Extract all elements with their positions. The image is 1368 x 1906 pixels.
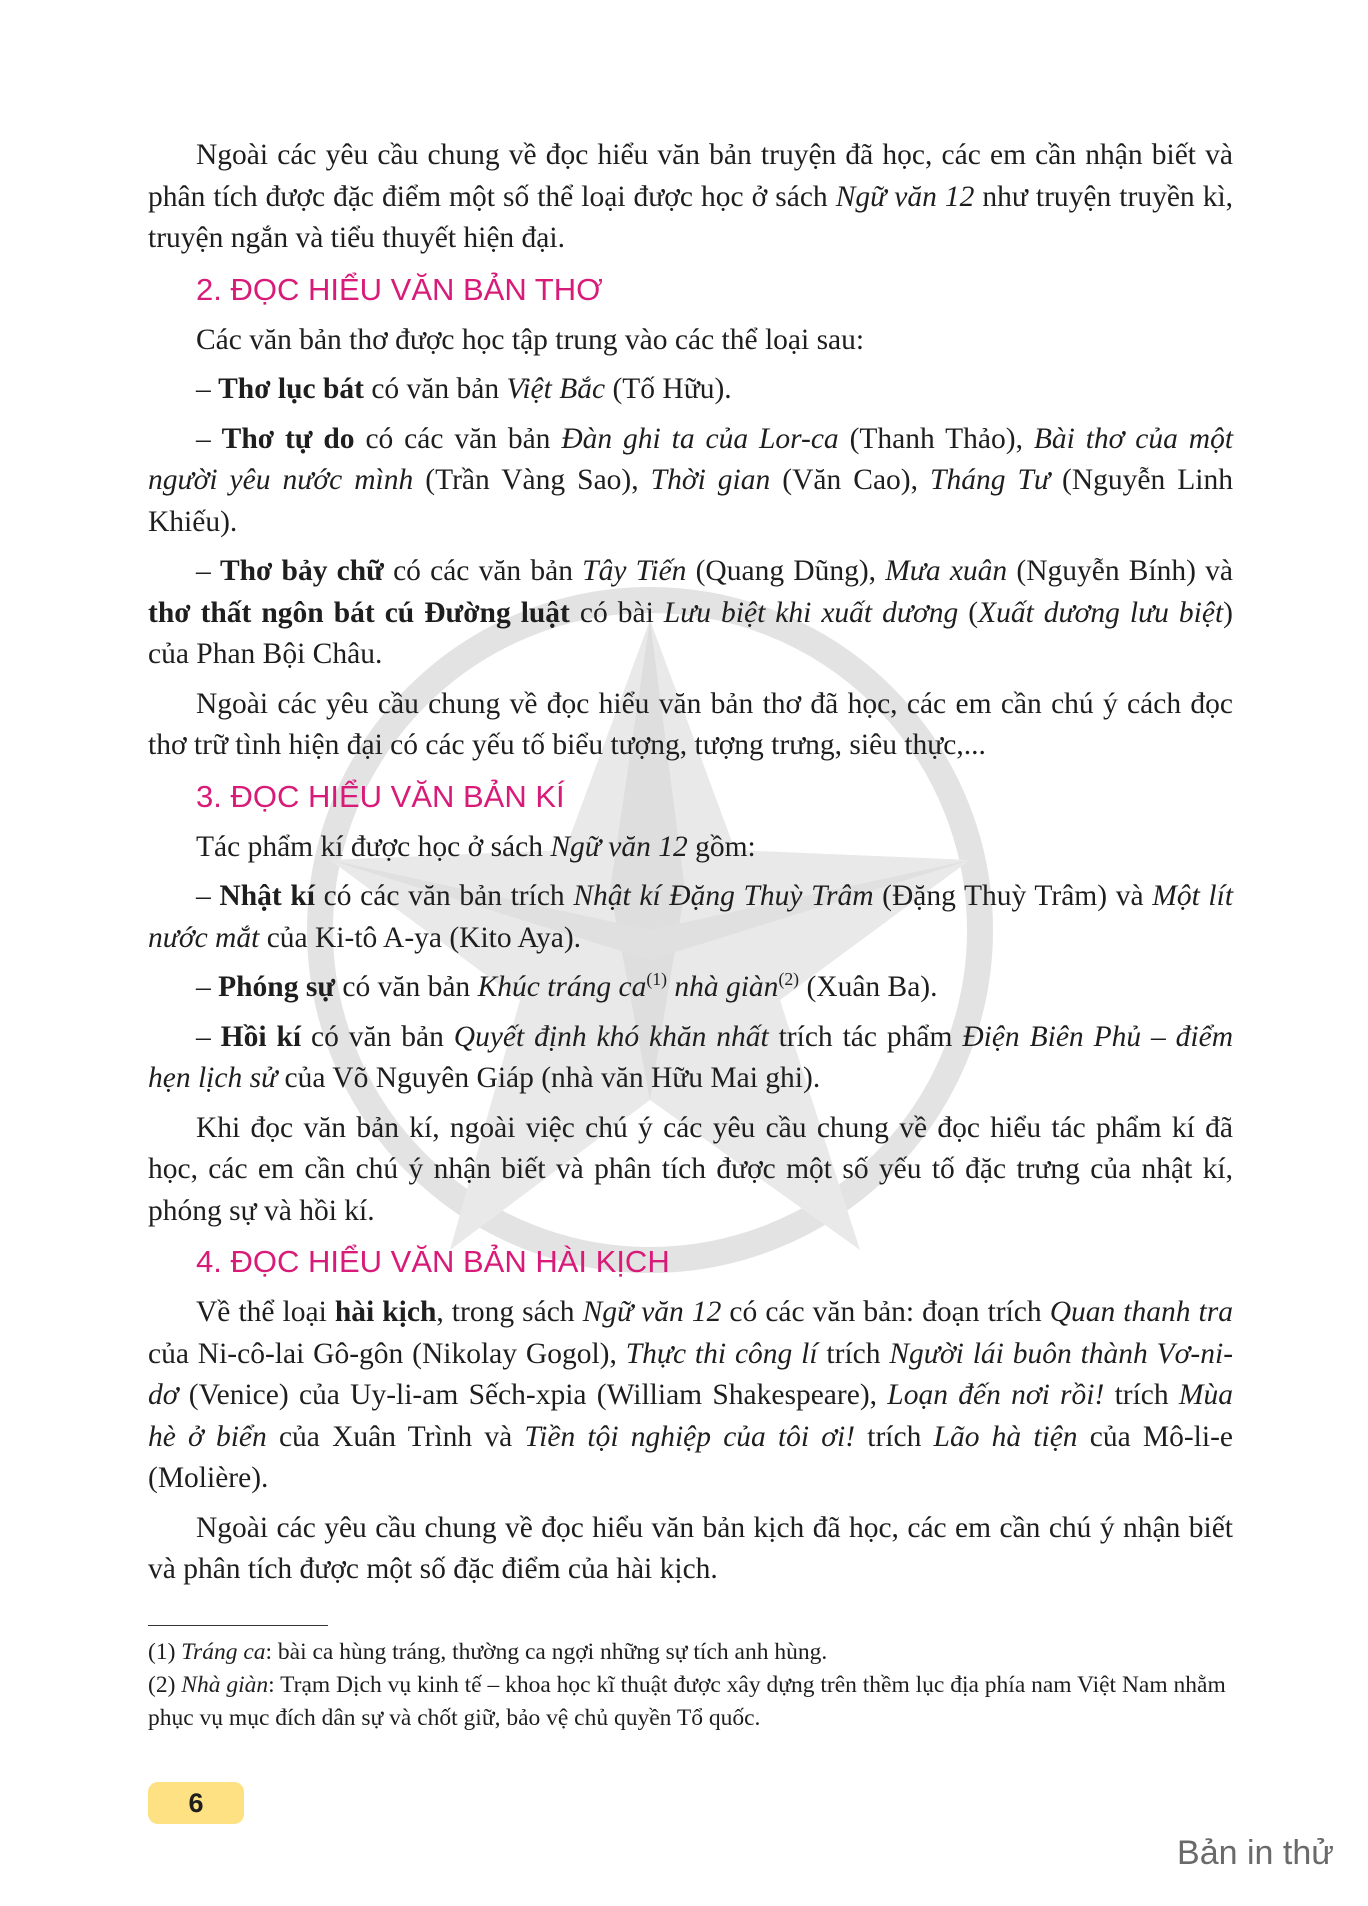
text-run: (Nguyễn Linh Khiếu).: [148, 464, 1233, 538]
footnote-item: [148, 1669, 1233, 1735]
text-run: ) của Phan Bội Châu.: [148, 596, 1233, 670]
text-run: có các văn bản: [383, 555, 583, 587]
bold-term: Nhật kí: [219, 880, 315, 912]
draft-label: Bản in thử: [1177, 1834, 1334, 1872]
text-run: –: [196, 422, 222, 455]
text-run: : Trạm Dịch vụ kinh tế – khoa học kĩ thuật được xây dựng trên thềm lục địa phía nam Việt Nam nhằm phục vụ mục đích dân sự và chốt giữ, bảo vệ chủ quyền Tổ quốc.: [148, 1672, 1226, 1731]
text-run: (1): [148, 1639, 182, 1665]
text-run: Khi đọc văn bản kí, ngoài việc chú ý các yêu cầu chung về đọc hiểu tác phẩm kí đã học, các em cần chú ý nhận biết và phân tích được một số yếu tố đặc trưng của nhật kí, phóng sự và hồi kí.: [148, 1111, 1233, 1227]
italic-title: Việt Bắc: [506, 373, 606, 405]
text-run: : bài ca hùng tráng, thường ca ngợi những sự tích anh hùng.: [265, 1639, 828, 1665]
section-heading: 4. ĐỌC HIỂU VĂN BẢN HÀI KỊCH: [196, 1244, 670, 1279]
italic-title: Nhà giàn: [181, 1672, 269, 1698]
text-run: có các văn bản trích: [314, 880, 574, 912]
text-run: (Tố Hữu).: [605, 373, 732, 405]
page-number-badge: 6: [148, 1782, 244, 1824]
italic-title: Bài thơ của một người yêu nước mình: [148, 422, 1234, 496]
text-run: (Nguyễn Bính) và: [1007, 555, 1234, 587]
italic-title: nhà giàn: [666, 971, 779, 1003]
italic-title: Điện Biên Phủ – điểm hẹn lịch sử: [148, 1020, 1234, 1094]
text-run: gồm:: [687, 830, 756, 863]
paragraph: [148, 827, 1233, 869]
italic-title: Tráng ca: [181, 1639, 266, 1665]
text-run: , trong sách: [436, 1296, 583, 1328]
italic-title: Quyết định khó khăn nhất: [453, 1020, 769, 1053]
italic-title: Tây Tiến: [582, 555, 687, 587]
text-run: Ngoài các yêu cầu chung về đọc hiểu văn bản kịch đã học, các em cần chú ý nhận biết và phân tích được một số đặc điểm của hài kịch.: [148, 1511, 1233, 1585]
italic-title: Khúc tráng ca: [477, 971, 647, 1003]
paragraph: [148, 876, 1233, 959]
italic-title: Tiền tội nghiệp của tôi ơi!: [524, 1420, 856, 1453]
italic-title: Tháng Tư: [930, 464, 1050, 496]
paragraph: [148, 419, 1233, 544]
text-run: có văn bản: [301, 1020, 454, 1053]
text-run: của Xuân Trình và: [266, 1420, 525, 1453]
paragraph: [148, 967, 1233, 1009]
text-run: Về thể loại: [196, 1296, 335, 1328]
footnote-divider: [148, 1625, 328, 1626]
text-run: –: [196, 880, 220, 912]
text-run: có các văn bản: [354, 422, 562, 455]
paragraph: [148, 551, 1233, 676]
paragraph: [148, 684, 1233, 767]
text-run: của Ki-tô A-ya (Kito Aya).: [259, 921, 582, 954]
page-content: [148, 135, 1233, 1599]
text-run: (2): [148, 1672, 182, 1698]
italic-title: Xuất dương lưu biệt: [978, 596, 1224, 629]
footnotes: [148, 1636, 1233, 1735]
italic-title: Thời gian: [650, 464, 771, 496]
text-run: –: [196, 1020, 221, 1053]
bold-term: Phóng sự: [218, 971, 336, 1003]
text-run: –: [196, 971, 219, 1003]
text-run: –: [196, 373, 219, 405]
text-run: như truyện truyền kì, truyện ngắn và tiểu thuyết hiện đại.: [148, 180, 1234, 254]
italic-title: Lão hà tiện: [933, 1420, 1078, 1453]
paragraph: [148, 1108, 1233, 1233]
italic-title: Loạn đến nơi rồi!: [887, 1379, 1105, 1411]
text-run: –: [196, 555, 220, 587]
bold-term: Thơ tự do: [221, 422, 355, 455]
text-run: (Thanh Thảo),: [838, 422, 1034, 455]
bold-term: Hồi kí: [220, 1020, 302, 1053]
text-run: có bài: [569, 596, 664, 629]
italic-title: Ngữ văn 12: [582, 1296, 722, 1328]
text-run: của Võ Nguyên Giáp (nhà văn Hữu Mai ghi).: [277, 1062, 821, 1094]
italic-title: Mùa hè ở biển: [148, 1379, 1233, 1453]
bold-term: Thơ lục bát: [218, 373, 364, 405]
text-run: có văn bản: [335, 971, 478, 1003]
bold-term: thơ thất ngôn bát cú Đường luật: [148, 596, 570, 629]
italic-title: Quan thanh tra: [1049, 1296, 1233, 1328]
italic-title: Mưa xuân: [885, 555, 1008, 587]
text-run: (Venice) của Uy-li-am Sếch-xpia (William Shakespeare),: [178, 1379, 888, 1411]
footnote-ref: (1): [646, 969, 667, 990]
text-run: (: [958, 596, 979, 629]
paragraph: [148, 1508, 1233, 1591]
text-run: trích: [1104, 1379, 1179, 1411]
text-run: của Ni-cô-lai Gô-gôn (Nikolay Gogol),: [148, 1337, 626, 1370]
italic-title: Người lái buôn thành Vơ-ni-dơ: [148, 1337, 1234, 1411]
text-run: trích tác phẩm: [768, 1020, 963, 1053]
footnote-item: [148, 1636, 1233, 1669]
text-run: (Trần Vàng Sao),: [413, 464, 651, 496]
italic-title: Lưu biệt khi xuất dương: [663, 596, 959, 629]
paragraph: [148, 320, 1233, 362]
italic-title: Đàn ghi ta của Lor-ca: [561, 422, 839, 455]
italic-title: Thực thi công lí: [625, 1337, 818, 1370]
text-run: (Đặng Thuỳ Trâm) và: [873, 880, 1153, 912]
text-run: (Xuân Ba).: [799, 971, 938, 1003]
paragraph: [148, 135, 1233, 260]
text-run: Ngoài các yêu cầu chung về đọc hiểu văn bản thơ đã học, các em cần chú ý cách đọc thơ trữ tình hiện đại có các yếu tố biểu tượng, tượng trưng, siêu thực,...: [148, 687, 1233, 761]
text-run: (Văn Cao),: [770, 464, 931, 496]
bold-term: Thơ bảy chữ: [219, 555, 384, 587]
section-heading: 3. ĐỌC HIỂU VĂN BẢN KÍ: [196, 778, 565, 814]
italic-title: Nhật kí Đặng Thuỳ Trâm: [573, 880, 874, 912]
text-run: Tác phẩm kí được học ở sách: [196, 830, 551, 863]
paragraph: [148, 1017, 1233, 1100]
italic-title: Một lít nước mắt: [148, 880, 1234, 954]
text-run: có các văn bản: đoạn trích: [721, 1296, 1050, 1328]
paragraph: [148, 369, 1233, 411]
text-run: trích: [817, 1337, 890, 1370]
text-run: Các văn bản thơ được học tập trung vào các thể loại sau:: [196, 323, 865, 356]
paragraph: [148, 1292, 1233, 1500]
bold-term: hài kịch: [334, 1296, 437, 1328]
section-heading: 2. ĐỌC HIỂU VĂN BẢN THƠ: [196, 271, 603, 307]
text-run: trích: [855, 1420, 934, 1453]
text-run: có văn bản: [363, 373, 507, 405]
text-run: Ngoài các yêu cầu chung về đọc hiểu văn bản truyện đã học, các em cần nhận biết và phân tích được đặc điểm một số thể loại được học ở sách: [148, 139, 1233, 213]
italic-title: Ngữ văn 12: [550, 830, 688, 863]
italic-title: Ngữ văn 12: [835, 180, 975, 213]
footnote-ref: (2): [778, 969, 800, 990]
text-run: (Quang Dũng),: [686, 555, 886, 587]
text-run: của Mô-li-e (Molière).: [148, 1420, 1233, 1494]
